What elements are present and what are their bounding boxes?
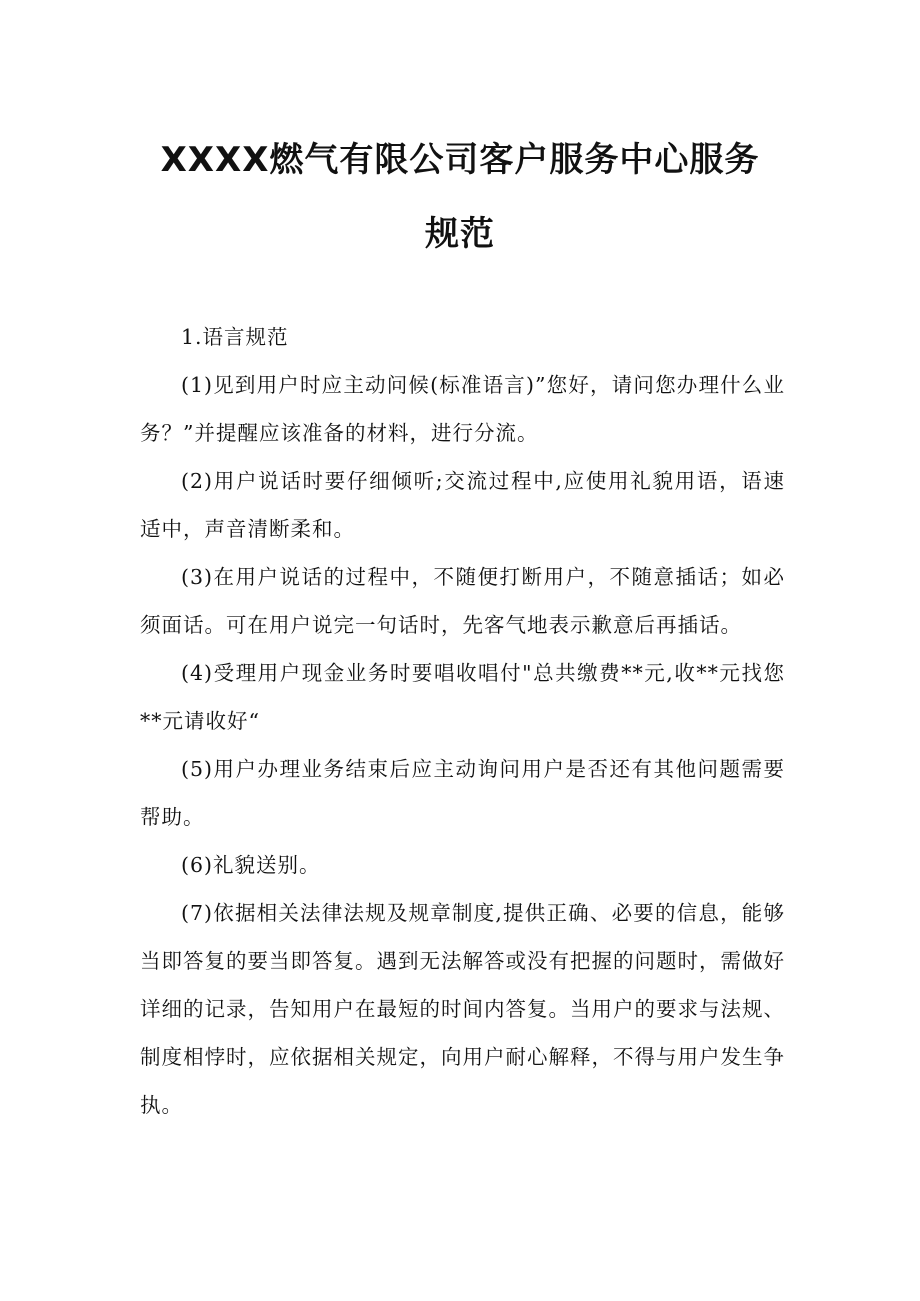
document-title-line-2: 规范 xyxy=(425,214,495,254)
section-heading-language-norms: 1.语言规范 xyxy=(181,325,289,349)
paragraph-item-4: (4)受理用户现金业务时要唱收唱付"总共缴费**元,收**元找您**元请收好“ xyxy=(140,661,785,733)
paragraph-item-1: (1)见到用户时应主动问候(标准语言)”您好，请问您办理什么业务？”并提醒应该准备的材料，进行分流。 xyxy=(140,373,785,445)
paragraph-item-2: (2)用户说话时要仔细倾听;交流过程中,应使用礼貌用语，语速适中，声音清断柔和。 xyxy=(140,469,785,541)
paragraph-item-5: (5)用户办理业务结束后应主动询问用户是否还有其他问题需要帮助。 xyxy=(140,757,785,829)
paragraph-item-6: (6)礼貌送别。 xyxy=(181,853,321,877)
paragraph-item-7: (7)依据相关法律法规及规章制度,提供正确、必要的信息，能够当即答复的要当即答复。遇到无法解答或没有把握的问题时，需做好详细的记录，告知用户在最短的时间内答复。当用户的要求与法规、制度相悖时，应依据相关规定，向用户耐心解释，不得与用户发生争执。 xyxy=(140,901,785,1117)
document-title-line-1: XXXX燃气有限公司客户服务中心服务 xyxy=(160,140,760,180)
paragraph-item-3: (3)在用户说话的过程中，不随便打断用户，不随意插话；如必须面话。可在用户说完一句话时，先客气地表示歉意后再插话。 xyxy=(140,565,785,637)
document-body xyxy=(140,313,785,1129)
